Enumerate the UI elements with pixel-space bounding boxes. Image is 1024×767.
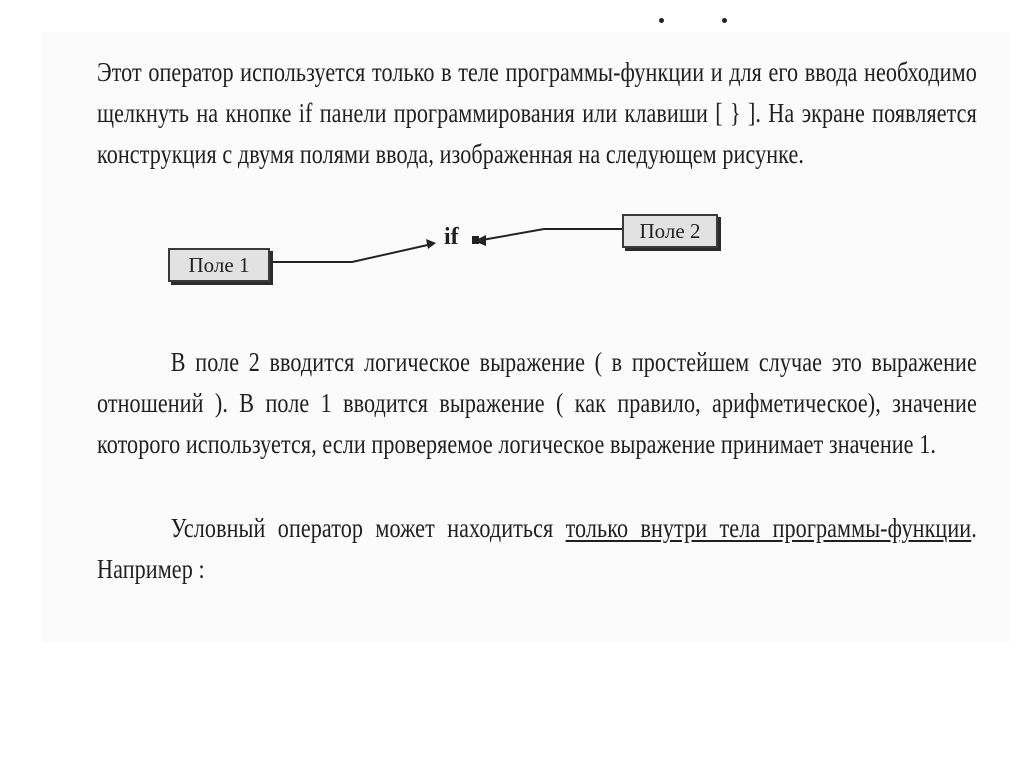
paragraph-conditional-before: Условный оператор может находиться	[170, 513, 566, 543]
paragraph-conditional-underlined: только внутри тела программы-функции	[565, 513, 972, 543]
field2-box: Поле 2	[622, 214, 718, 248]
dot-mark	[722, 18, 727, 23]
paragraph-fields	[97, 342, 977, 465]
dot-mark	[659, 18, 664, 23]
top-marks	[0, 18, 1024, 38]
paragraph-conditional-after: . Например :	[97, 513, 977, 584]
if-operator-label: if	[444, 224, 459, 250]
field1-box: Поле 1	[168, 248, 270, 282]
paragraph-intro: Этот оператор используется только в теле программы-функции и для его ввода необходимо щелкнуть на кнопке if панели программирования или клавиши [ } ]. На экране появляется конструкция с двумя полями ввода, изображенная на следующем рисунке.	[97, 57, 977, 169]
paragraph-fields-text: В поле 2 вводится логическое выражение ( в простейшем случае это выражение отношений ). В поле 1 вводится выражение ( как правило, арифметическое), значение которого используется, если проверяемое логическое выражение принимает значение 1.	[97, 347, 977, 459]
paragraph-conditional	[97, 508, 977, 590]
